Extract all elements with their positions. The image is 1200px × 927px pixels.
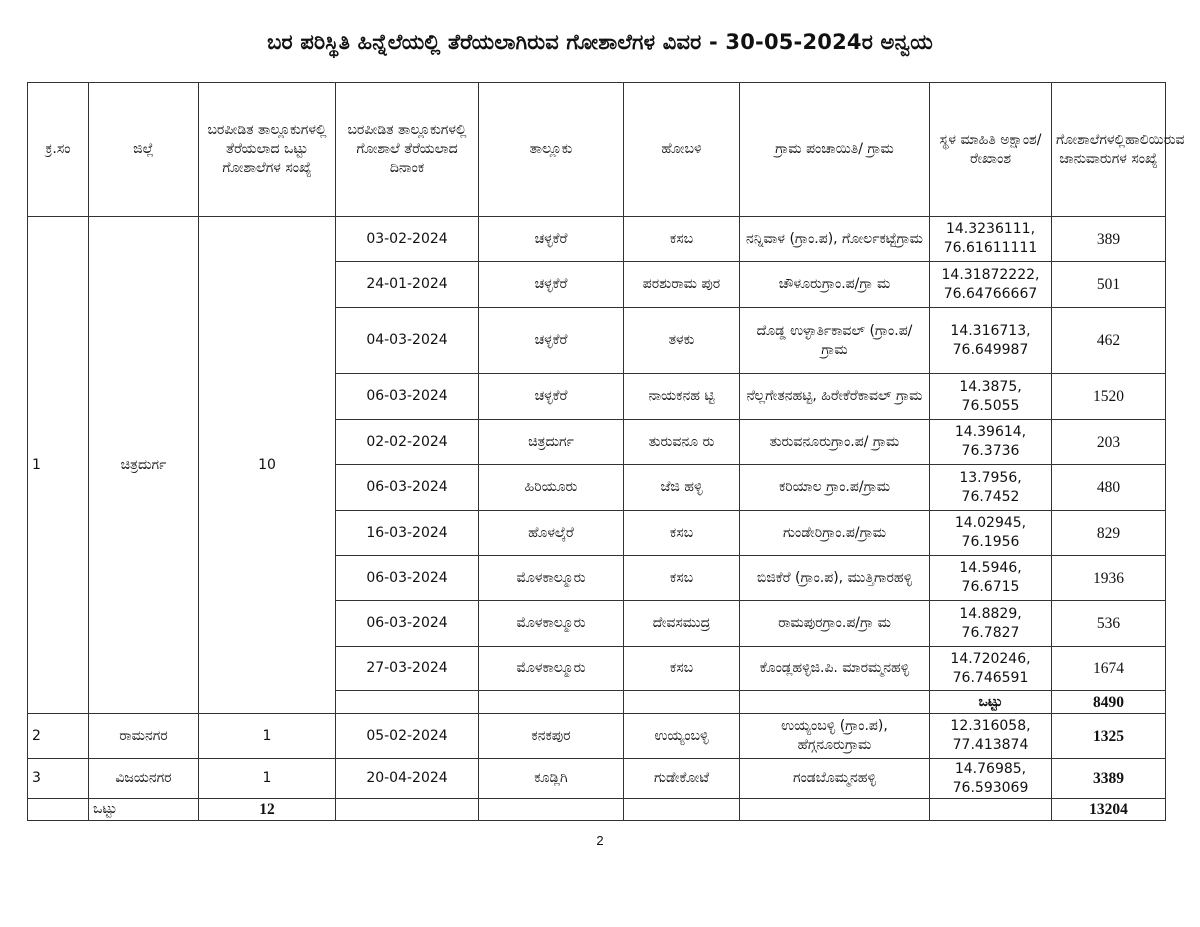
gp-cell: ಚೌಳೂರುಗ್ರಾಂ.ಪ/ಗ್ರಾ ಮ xyxy=(740,262,930,308)
location-cell: 14.39614, 76.3736 xyxy=(930,420,1052,465)
header-total-goshalas: ಬರಪೀಡಿತ ತಾಲ್ಲೂಕುಗಳಲ್ಲಿ ತೆರೆಯಲಾದ ಒಟ್ಟು ಗೋಶಾಲೆಗಳ ಸಂಖ್ಯೆ xyxy=(199,83,336,217)
cattle-cell: 462 xyxy=(1052,308,1166,374)
header-sl-no: ಕ್ರ.ಸಂ xyxy=(28,83,89,217)
page-title: ಬರ ಪರಿಸ್ಥಿತಿ ಹಿನ್ನೆಲೆಯಲ್ಲಿ ತೆರೆಯಲಾಗಿರುವ ಗೋಶಾಲೆಗಳ ವಿವರ - 30-05-2024ರ ಅನ್ವಯ xyxy=(267,30,933,54)
date-cell: 06-03-2024 xyxy=(336,465,479,511)
header-location: ಸ್ಥಳ ಮಾಹಿತಿ ಅಕ್ಷಾಂಶ/ ರೇಖಾಂಶ xyxy=(930,83,1052,217)
cattle-cell: 480 xyxy=(1052,465,1166,511)
district-cell: ರಾಮನಗರ xyxy=(89,714,199,759)
header-hobli: ಹೋಬಳಿ xyxy=(624,83,740,217)
taluk-cell: ಚಿತ್ರದುರ್ಗ xyxy=(479,420,624,465)
grand-total-label: ಒಟ್ಟು xyxy=(89,799,199,821)
gp-cell: ದೊಡ್ಡ ಉಳ್ಳಾರ್ತಿಕಾವಲ್ (ಗ್ರಾಂ.ಪ/ಗ್ರಾಮ xyxy=(740,308,930,374)
table-row xyxy=(28,714,1166,759)
taluk-cell: ಚಳ್ಳಕೆರೆ xyxy=(479,217,624,262)
grand-total-cattle: 13204 xyxy=(1052,799,1166,821)
hobli-cell: ಪರಶುರಾಮ ಪುರ xyxy=(624,262,740,308)
gp-cell: ಗಂಡಬೊಮ್ಮನಹಳ್ಳಿ xyxy=(740,759,930,799)
grand-total-row xyxy=(28,799,1166,821)
location-cell: 14.5946, 76.6715 xyxy=(930,556,1052,601)
location-cell: 13.7956, 76.7452 xyxy=(930,465,1052,511)
location-cell: 14.720246, 76.746591 xyxy=(930,647,1052,691)
gp-cell: ರಾಮಪುರಗ್ರಾಂ.ಪ/ಗ್ರಾ ಮ xyxy=(740,601,930,647)
subtotal-label: ಒಟ್ಟು xyxy=(930,691,1052,714)
taluk-cell: ಮೊಳಕಾಲ್ಮೂರು xyxy=(479,647,624,691)
hobli-cell: ತಳಕು xyxy=(624,308,740,374)
location-cell: 14.3236111, 76.61611111 xyxy=(930,217,1052,262)
location-cell: 14.31872222, 76.64766667 xyxy=(930,262,1052,308)
hobli-cell: ನಾಯಕನಹ ಟ್ಟಿ xyxy=(624,374,740,420)
grand-total-count: 12 xyxy=(199,799,336,821)
gp-cell: ಕೊಂಡ್ಲಹಳ್ಳಿಜಿ.ಪಿ. ಮಾರಮ್ಮನಹಳ್ಳಿ xyxy=(740,647,930,691)
cattle-cell: 829 xyxy=(1052,511,1166,556)
cattle-cell: 3389 xyxy=(1052,759,1166,799)
cattle-cell: 389 xyxy=(1052,217,1166,262)
taluk-cell: ಮೊಳಕಾಲ್ಮೂರು xyxy=(479,601,624,647)
taluk-cell: ಮೊಳಕಾಲ್ಮೂರು xyxy=(479,556,624,601)
gp-cell: ನನ್ನಿವಾಳ (ಗ್ರಾಂ.ಪ), ಗೋರ್ಲಕಟ್ಟೆಗ್ರಾಮ xyxy=(740,217,930,262)
header-taluk: ತಾಲ್ಲೂಕು xyxy=(479,83,624,217)
hobli-cell: ತುರುವನೂ ರು xyxy=(624,420,740,465)
cattle-cell: 536 xyxy=(1052,601,1166,647)
header-district: ಜಿಲ್ಲೆ xyxy=(89,83,199,217)
date-cell: 20-04-2024 xyxy=(336,759,479,799)
hobli-cell: ಕಸಬ xyxy=(624,217,740,262)
taluk-cell: ಕೂಡ್ಲಿಗಿ xyxy=(479,759,624,799)
district-cell: ಚಿತ್ರದುರ್ಗ xyxy=(89,217,199,714)
goshala-count-cell: 1 xyxy=(199,714,336,759)
table-row xyxy=(28,217,1166,262)
taluk-cell: ಚಳ್ಳಕೆರೆ xyxy=(479,308,624,374)
sl-no-cell: 3 xyxy=(28,759,89,799)
taluk-cell: ಚಳ್ಳಕೆರೆ xyxy=(479,262,624,308)
goshala-table xyxy=(27,82,1185,821)
date-cell: 06-03-2024 xyxy=(336,556,479,601)
cattle-cell: 1936 xyxy=(1052,556,1166,601)
date-cell: 16-03-2024 xyxy=(336,511,479,556)
page-number: 2 xyxy=(596,833,604,848)
hobli-cell: ಗುಡೇಕೋಟೆ xyxy=(624,759,740,799)
taluk-cell: ಕನಕಪುರ xyxy=(479,714,624,759)
hobli-cell: ಜೆಜಿ ಹಳ್ಳಿ xyxy=(624,465,740,511)
taluk-cell: ಹಿರಿಯೂರು xyxy=(479,465,624,511)
subtotal-value: 8490 xyxy=(1052,691,1166,714)
date-cell: 06-03-2024 xyxy=(336,374,479,420)
sl-no-cell: 2 xyxy=(28,714,89,759)
hobli-cell: ದೇವಸಮುದ್ರ xyxy=(624,601,740,647)
date-cell: 02-02-2024 xyxy=(336,420,479,465)
date-cell: 06-03-2024 xyxy=(336,601,479,647)
header-opening-date: ಬರಪೀಡಿತ ತಾಲ್ಲೂಕುಗಳಲ್ಲಿ ಗೋಶಾಲೆ ತೆರೆಯಲಾದ ದಿನಾಂಕ xyxy=(336,83,479,217)
goshala-count-cell: 1 xyxy=(199,759,336,799)
cattle-cell: 1325 xyxy=(1052,714,1166,759)
sl-no-cell: 1 xyxy=(28,217,89,714)
district-cell: ವಿಜಯನಗರ xyxy=(89,759,199,799)
header-gram-panchayat: ಗ್ರಾಮ ಪಂಚಾಯಿತಿ/ ಗ್ರಾಮ xyxy=(740,83,930,217)
table-row xyxy=(28,759,1166,799)
gp-cell: ಗುಂಡೇರಿಗ್ರಾಂ.ಪ/ಗ್ರಾಮ xyxy=(740,511,930,556)
hobli-cell: ಕಸಬ xyxy=(624,647,740,691)
cattle-cell: 203 xyxy=(1052,420,1166,465)
taluk-cell: ಚಳ್ಳಕೆರೆ xyxy=(479,374,624,420)
gp-cell: ಕರಿಯಾಲ ಗ್ರಾಂ.ಪ/ಗ್ರಾಮ xyxy=(740,465,930,511)
date-cell: 04-03-2024 xyxy=(336,308,479,374)
gp-cell: ಬಿಜಿಕೆರೆ (ಗ್ರಾಂ.ಪ), ಮುತ್ತಿಗಾರಹಳ್ಳಿ xyxy=(740,556,930,601)
date-cell: 03-02-2024 xyxy=(336,217,479,262)
header-row xyxy=(28,83,1166,217)
cattle-cell: 501 xyxy=(1052,262,1166,308)
gp-cell: ತುರುವನೂರುಗ್ರಾಂ.ಪ/ ಗ್ರಾಮ xyxy=(740,420,930,465)
location-cell: 12.316058, 77.413874 xyxy=(930,714,1052,759)
hobli-cell: ಉಯ್ಯಂಬಳ್ಳಿ xyxy=(624,714,740,759)
hobli-cell: ಕಸಬ xyxy=(624,556,740,601)
gp-cell: ಉಯ್ಯಂಬಳ್ಳಿ (ಗ್ರಾಂ.ಪ), ಹೆಗ್ಗನೂರುಗ್ರಾಮ xyxy=(740,714,930,759)
location-cell: 14.76985, 76.593069 xyxy=(930,759,1052,799)
location-cell: 14.316713, 76.649987 xyxy=(930,308,1052,374)
location-cell: 14.02945, 76.1956 xyxy=(930,511,1052,556)
date-cell: 24-01-2024 xyxy=(336,262,479,308)
goshala-count-cell: 10 xyxy=(199,217,336,714)
date-cell: 27-03-2024 xyxy=(336,647,479,691)
location-cell: 14.3875, 76.5055 xyxy=(930,374,1052,420)
location-cell: 14.8829, 76.7827 xyxy=(930,601,1052,647)
taluk-cell: ಹೊಳಲ್ಕೆರೆ xyxy=(479,511,624,556)
gp-cell: ನೆಲ್ಲಗೇತನಹಟ್ಟಿ, ಹಿರೇಕೆರೆಕಾವಲ್ ಗ್ರಾಮ xyxy=(740,374,930,420)
hobli-cell: ಕಸಬ xyxy=(624,511,740,556)
header-livestock: ಗೋಶಾಲೆಗಳಲ್ಲಿಹಾಲಿಯಿರುವ ಜಾನುವಾರುಗಳ ಸಂಖ್ಯೆ xyxy=(1052,83,1166,217)
cattle-cell: 1520 xyxy=(1052,374,1166,420)
cattle-cell: 1674 xyxy=(1052,647,1166,691)
date-cell: 05-02-2024 xyxy=(336,714,479,759)
